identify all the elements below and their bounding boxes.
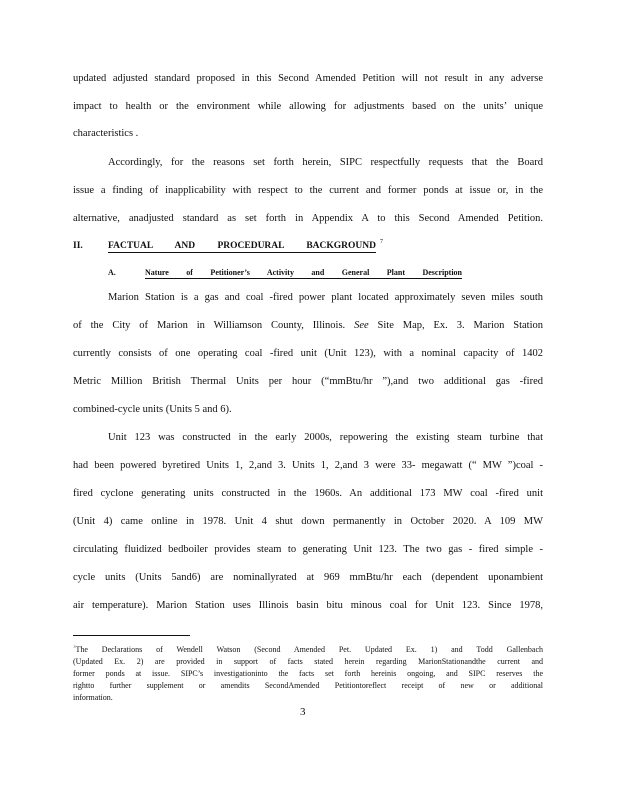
footnote-separator [73,635,190,636]
see-signal: See [354,320,369,331]
footnote-line-2: (Updated Ex. 2) are provided in support of facts stated herein regarding MarionStationandthe current and [73,657,543,666]
subsection-letter: A. [108,268,116,277]
paragraph-2-line-3: alternative, anadjusted standard as set forth in Appendix A to this Second Amended Petition. [73,213,543,224]
footnote-marker: 7 [73,645,76,650]
section-title: FACTUAL AND PROCEDURAL BACKGROUND [108,241,376,251]
paragraph-3-line-3: currently consists of one operating coal -fired unit (Unit 123), with a nominal capacity of 1402 [73,348,543,359]
paragraph-3-line-5: combined-cycle units (Units 5 and 6). [73,404,232,415]
footnote-line-1 [73,645,543,654]
footnote-line-3: former ponds at issue. SIPC’s investigationinto the facts set forth hereinis ongoing, and SIPC reserves the [73,669,543,678]
subsection-heading [0,268,618,282]
paragraph-2-line-1: Accordingly, for the reasons set forth herein, SIPC respectfully requests that the Board [108,157,543,168]
paragraph-3-line-1: Marion Station is a gas and coal -fired power plant located approximately seven miles south [108,292,543,303]
paragraph-1-line-2: impact to health or the environment while allowing for adjustments based on the units’ unique [73,101,543,112]
section-footnote-ref: 7 [380,239,383,245]
paragraph-1-line-1: updated adjusted standard proposed in this Second Amended Petition will not result in any adverse [73,73,543,84]
section-number: II. [73,241,83,251]
paragraph-4-line-2: had been powered byretired Units 1, 2,and 3. Units 1, 2,and 3 were 33- megawatt (“ MW ”)coal - [73,460,543,471]
paragraph-4-line-3: fired cyclone generating units constructed in the 1960s. An additional 173 MW coal -fired unit [73,488,543,499]
paragraph-4-line-4: (Unit 4) came online in 1978. Unit 4 shut down permanently in October 2020. A 109 MW [73,516,543,527]
paragraph-1-line-3: characteristics . [73,128,139,139]
paragraph-3-line-2 [73,320,543,331]
paragraph-3-line-2-start: of the City of Marion in Williamson County, Illinois. [73,320,346,331]
paragraph-4-line-6: cycle units (Units 5and6) are nominallyrated at 969 mmBtu/hr each (dependent uponambient [73,572,543,583]
footnote-line-5: information. [73,693,113,702]
footnote-line-1-text: The Declarations of Wendell Watson (Second Amended Pet. Updated Ex. 1) and Todd Gallenbach [75,645,543,654]
paragraph-4-line-1: Unit 123 was constructed in the early 2000s, repowering the existing steam turbine that [108,432,543,443]
paragraph-2-line-2: issue a finding of inapplicability with respect to the current and former ponds at issue or, in the [73,185,543,196]
page-number: 3 [300,706,306,718]
subsection-title: Nature of Petitioner’s Activity and General Plant Description [145,268,462,277]
section-heading [0,241,618,257]
paragraph-3-line-4: Metric Million British Thermal Units per hour (“mmBtu/hr ”),and two additional gas -fired [73,376,543,387]
footnote-line-4: rightto further supplement or amendits SecondAmended Petitiontoreflect receipt of new or additional [73,681,543,690]
paragraph-3-line-2-end: Site Map, Ex. 3. Marion Station [377,320,543,331]
paragraph-4-line-7: air temperature). Marion Station uses Illinois basin bitu minous coal for Unit 123. Since 1978, [73,600,543,611]
paragraph-4-line-5: circulating fluidized bedboiler provides steam to generating Unit 123. The two gas - fired simple - [73,544,543,555]
